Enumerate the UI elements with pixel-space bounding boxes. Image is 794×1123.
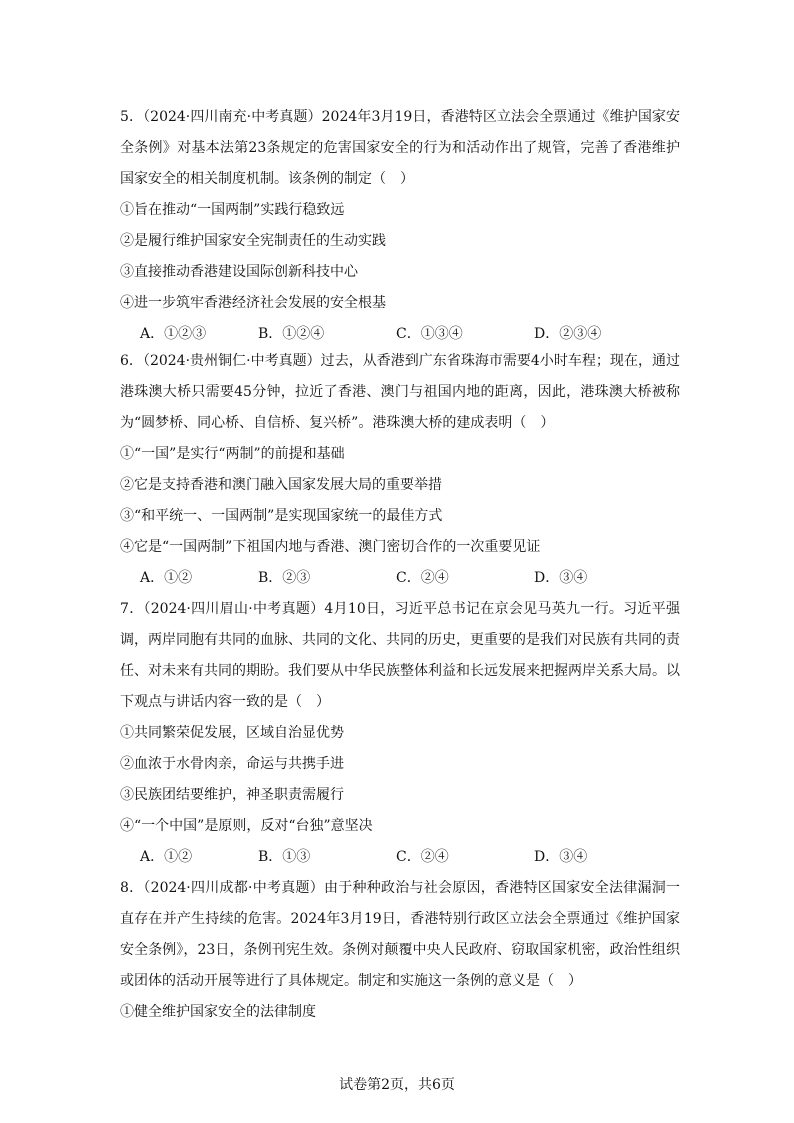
statement-2: ②它是支持香港和澳门融入国家发展大局的重要举措 <box>120 477 442 493</box>
answer-options <box>120 563 680 594</box>
option-d[interactable]: D．②③④ <box>534 326 602 342</box>
statement-4: ④进一步筑牢香港经济社会发展的安全根基 <box>120 295 386 311</box>
statement-1: ①旨在推动“一国两制”实践行稳致远 <box>120 202 345 218</box>
option-b[interactable]: B．①③ <box>258 849 311 865</box>
answer-options <box>120 842 680 873</box>
option-c[interactable]: C．①③④ <box>396 326 463 342</box>
statement-1: ①“一国”是实行“两制”的前提和基础 <box>120 446 345 462</box>
option-a[interactable]: A．①② <box>140 570 193 586</box>
question-7 <box>120 594 680 873</box>
statement-3: ③民族团结要维护，神圣职责需履行 <box>120 787 344 803</box>
statement-3: ③“和平统一、一国两制”是实现国家统一的最佳方式 <box>120 508 443 524</box>
option-d[interactable]: D．③④ <box>534 849 588 865</box>
option-a[interactable]: A．①② <box>140 849 193 865</box>
page-footer: 试卷第2页，共6页 <box>339 1077 455 1093</box>
option-d[interactable]: D．③④ <box>534 570 588 586</box>
option-b[interactable]: B．①②④ <box>258 326 325 342</box>
statement-2: ②是履行维护国家安全宪制责任的生动实践 <box>120 233 386 249</box>
question-stem: 8．（2024·四川成都·中考真题）由于种种政治与社会原因，香港特区国家安全法律漏洞一直存在并产生持续的危害。2024年3月19日，香港特别行政区立法会全票通过《维护国家安全条例》，23日，条例刊宪生效。条例对颠覆中央人民政府、窃取国家机密，政治性组织或团体的活动开展等进行了具体规定。制定和实施这一条例的意义是（ ） <box>120 880 680 989</box>
statement-1: ①健全维护国家安全的法律制度 <box>120 1004 316 1020</box>
question-8 <box>120 873 680 1028</box>
statement-4: ④它是“一国两制”下祖国内地与香港、澳门密切合作的一次重要见证 <box>120 539 541 555</box>
option-a[interactable]: A．①②③ <box>140 326 207 342</box>
question-stem: 6．（2024·贵州铜仁·中考真题）过去，从香港到广东省珠海市需要4小时车程；现在，通过港珠澳大桥只需要45分钟，拉近了香港、澳门与祖国内地的距离，因此，港珠澳大桥被称为“圆梦桥、同心桥、自信桥、复兴桥”。港珠澳大桥的建成表明（ ） <box>120 353 680 431</box>
question-6 <box>120 346 680 594</box>
option-c[interactable]: C．②④ <box>396 849 449 865</box>
statement-2: ②血浓于水骨肉亲，命运与共携手进 <box>120 756 344 772</box>
question-5 <box>120 102 680 350</box>
question-stem: 5．（2024·四川南充·中考真题）2024年3月19日，香港特区立法会全票通过《维护国家安全条例》对基本法第23条规定的危害国家安全的行为和活动作出了规管，完善了香港维护国家安全的相关制度机制。该条例的制定（ ） <box>120 109 680 187</box>
option-b[interactable]: B．②③ <box>258 570 311 586</box>
option-c[interactable]: C．②④ <box>396 570 449 586</box>
statement-1: ①共同繁荣促发展，区域自治显优势 <box>120 725 344 741</box>
question-stem: 7．（2024·四川眉山·中考真题）4月10日，习近平总书记在京会见马英九一行。习近平强调，两岸同胞有共同的血脉、共同的文化、共同的历史，更重要的是我们对民族有共同的责任、对未来有共同的期盼。我们要从中华民族整体利益和长远发展来把握两岸关系大局。以下观点与讲话内容一致的是（ ） <box>120 601 680 710</box>
statement-3: ③直接推动香港建设国际创新科技中心 <box>120 264 358 280</box>
statement-4: ④“一个中国”是原则，反对“台独”意坚决 <box>120 818 373 834</box>
